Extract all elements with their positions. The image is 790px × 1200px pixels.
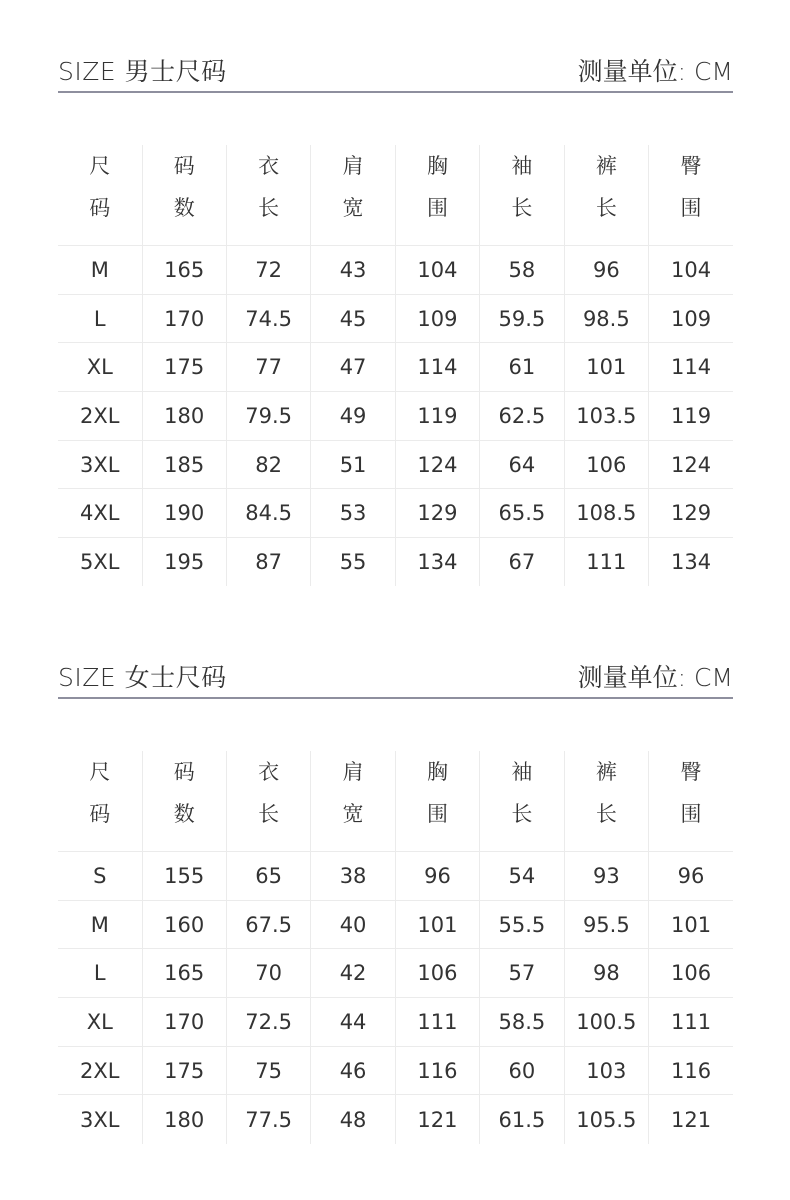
measurement-cell: 70	[226, 949, 310, 998]
measurement-cell: 74.5	[226, 294, 310, 343]
column-header	[142, 145, 226, 246]
column-header-char: 码	[173, 154, 195, 178]
measurement-cell: 160	[142, 900, 226, 949]
measurement-cell: 165	[142, 949, 226, 998]
measurement-cell: 104	[395, 246, 479, 295]
size-label-cell: S	[58, 852, 142, 901]
measurement-cell: 101	[564, 343, 648, 392]
measurement-cell: 96	[395, 852, 479, 901]
measurement-cell: 62.5	[480, 392, 564, 441]
size-label-cell: L	[58, 949, 142, 998]
column-header-char: 长	[258, 196, 280, 220]
measurement-cell: 195	[142, 538, 226, 587]
womens-measure-unit: 测量单位: CM	[577, 663, 733, 692]
measurement-cell: 67	[480, 538, 564, 587]
measurement-cell: 165	[142, 246, 226, 295]
measurement-cell: 129	[395, 489, 479, 538]
measurement-cell: 54	[480, 852, 564, 901]
measurement-cell: 82	[226, 440, 310, 489]
column-header-char: 臀	[680, 760, 702, 784]
measurement-cell: 175	[142, 1046, 226, 1095]
measurement-cell: 55.5	[480, 900, 564, 949]
column-header	[649, 145, 733, 246]
measurement-cell: 60	[480, 1046, 564, 1095]
womens-size-table	[58, 751, 733, 1144]
measurement-cell: 43	[311, 246, 395, 295]
size-label-cell: 5XL	[58, 538, 142, 587]
table-row	[58, 949, 733, 998]
column-header-char: 码	[89, 802, 111, 826]
column-header-char: 裤	[595, 154, 617, 178]
size-label-cell: M	[58, 246, 142, 295]
measurement-cell: 114	[395, 343, 479, 392]
measurement-cell: 129	[649, 489, 733, 538]
measurement-cell: 106	[395, 949, 479, 998]
column-header-char: 胸	[426, 760, 448, 784]
measurement-cell: 77.5	[226, 1095, 310, 1144]
mens-section-title: SIZE 男士尺码	[58, 57, 227, 86]
size-label-cell: 4XL	[58, 489, 142, 538]
measurement-cell: 79.5	[226, 392, 310, 441]
table-row	[58, 900, 733, 949]
column-header	[226, 145, 310, 246]
measurement-cell: 124	[649, 440, 733, 489]
measurement-cell: 108.5	[564, 489, 648, 538]
measurement-cell: 109	[395, 294, 479, 343]
column-header-char: 长	[595, 802, 617, 826]
mens-section-header	[58, 48, 733, 93]
measurement-cell: 93	[564, 852, 648, 901]
table-row	[58, 294, 733, 343]
column-header-char: 宽	[342, 196, 364, 220]
column-header-char: 围	[426, 802, 448, 826]
measurement-cell: 103	[564, 1046, 648, 1095]
measurement-cell: 121	[395, 1095, 479, 1144]
measurement-cell: 100.5	[564, 998, 648, 1047]
measurement-cell: 45	[311, 294, 395, 343]
column-header-char: 衣	[258, 154, 280, 178]
measurement-cell: 72	[226, 246, 310, 295]
column-header-char: 长	[511, 802, 533, 826]
measurement-cell: 49	[311, 392, 395, 441]
measurement-cell: 65	[226, 852, 310, 901]
table-row	[58, 440, 733, 489]
table-row	[58, 1046, 733, 1095]
measurement-cell: 55	[311, 538, 395, 587]
measurement-cell: 98	[564, 949, 648, 998]
size-label-cell: M	[58, 900, 142, 949]
measurement-cell: 109	[649, 294, 733, 343]
column-header	[649, 751, 733, 852]
measurement-cell: 51	[311, 440, 395, 489]
table-row	[58, 246, 733, 295]
table-row	[58, 343, 733, 392]
measurement-cell: 59.5	[480, 294, 564, 343]
measurement-cell: 47	[311, 343, 395, 392]
column-header	[395, 751, 479, 852]
column-header-char: 数	[173, 802, 195, 826]
measurement-cell: 134	[649, 538, 733, 587]
measurement-cell: 42	[311, 949, 395, 998]
table-row	[58, 489, 733, 538]
column-header-char: 衣	[258, 760, 280, 784]
column-header-char: 袖	[511, 154, 533, 178]
measurement-cell: 48	[311, 1095, 395, 1144]
column-header-char: 长	[595, 196, 617, 220]
measurement-cell: 84.5	[226, 489, 310, 538]
measurement-cell: 175	[142, 343, 226, 392]
measurement-cell: 72.5	[226, 998, 310, 1047]
measurement-cell: 116	[395, 1046, 479, 1095]
measurement-cell: 114	[649, 343, 733, 392]
column-header-char: 臀	[680, 154, 702, 178]
measurement-cell: 95.5	[564, 900, 648, 949]
size-label-cell: 3XL	[58, 1095, 142, 1144]
measurement-cell: 180	[142, 1095, 226, 1144]
measurement-cell: 40	[311, 900, 395, 949]
column-header-char: 长	[511, 196, 533, 220]
measurement-cell: 116	[649, 1046, 733, 1095]
column-header	[311, 145, 395, 246]
column-header-char: 尺	[89, 760, 111, 784]
measurement-cell: 38	[311, 852, 395, 901]
measurement-cell: 106	[649, 949, 733, 998]
measurement-cell: 104	[649, 246, 733, 295]
column-header-char: 宽	[342, 802, 364, 826]
measurement-cell: 134	[395, 538, 479, 587]
column-header	[395, 145, 479, 246]
size-label-cell: XL	[58, 343, 142, 392]
womens-size-section	[58, 654, 733, 1132]
column-header	[142, 751, 226, 852]
measurement-cell: 101	[649, 900, 733, 949]
column-header-char: 胸	[426, 154, 448, 178]
measurement-cell: 98.5	[564, 294, 648, 343]
size-label-cell: L	[58, 294, 142, 343]
measurement-cell: 58	[480, 246, 564, 295]
table-header-row	[58, 145, 733, 246]
column-header-char: 码	[89, 196, 111, 220]
measurement-cell: 61.5	[480, 1095, 564, 1144]
measurement-cell: 46	[311, 1046, 395, 1095]
column-header	[58, 751, 142, 852]
measurement-cell: 101	[395, 900, 479, 949]
measurement-cell: 119	[649, 392, 733, 441]
column-header	[564, 751, 648, 852]
size-label-cell: 3XL	[58, 440, 142, 489]
size-label-cell: XL	[58, 998, 142, 1047]
column-header	[480, 751, 564, 852]
column-header-char: 围	[680, 802, 702, 826]
measurement-cell: 87	[226, 538, 310, 587]
measurement-cell: 67.5	[226, 900, 310, 949]
measurement-cell: 64	[480, 440, 564, 489]
table-row	[58, 852, 733, 901]
column-header-char: 围	[680, 196, 702, 220]
size-label-cell: 2XL	[58, 1046, 142, 1095]
measurement-cell: 111	[395, 998, 479, 1047]
measurement-cell: 53	[311, 489, 395, 538]
womens-section-header	[58, 654, 733, 699]
column-header-char: 肩	[342, 760, 364, 784]
mens-size-section	[58, 48, 733, 575]
measurement-cell: 170	[142, 998, 226, 1047]
measurement-cell: 57	[480, 949, 564, 998]
measurement-cell: 75	[226, 1046, 310, 1095]
table-row	[58, 1095, 733, 1144]
table-header-row	[58, 751, 733, 852]
column-header-char: 袖	[511, 760, 533, 784]
measurement-cell: 124	[395, 440, 479, 489]
measurement-cell: 61	[480, 343, 564, 392]
measurement-cell: 170	[142, 294, 226, 343]
mens-measure-unit: 测量单位: CM	[577, 57, 733, 86]
measurement-cell: 155	[142, 852, 226, 901]
table-row	[58, 538, 733, 587]
column-header	[564, 145, 648, 246]
size-label-cell: 2XL	[58, 392, 142, 441]
column-header-char: 长	[258, 802, 280, 826]
measurement-cell: 105.5	[564, 1095, 648, 1144]
measurement-cell: 65.5	[480, 489, 564, 538]
column-header-char: 码	[173, 760, 195, 784]
column-header	[58, 145, 142, 246]
measurement-cell: 111	[564, 538, 648, 587]
column-header-char: 数	[173, 196, 195, 220]
column-header-char: 围	[426, 196, 448, 220]
measurement-cell: 103.5	[564, 392, 648, 441]
column-header-char: 裤	[595, 760, 617, 784]
measurement-cell: 96	[649, 852, 733, 901]
measurement-cell: 190	[142, 489, 226, 538]
measurement-cell: 106	[564, 440, 648, 489]
measurement-cell: 185	[142, 440, 226, 489]
womens-section-title: SIZE 女士尺码	[58, 663, 227, 692]
measurement-cell: 180	[142, 392, 226, 441]
measurement-cell: 77	[226, 343, 310, 392]
column-header-char: 尺	[89, 154, 111, 178]
mens-size-table	[58, 145, 733, 586]
measurement-cell: 44	[311, 998, 395, 1047]
measurement-cell: 121	[649, 1095, 733, 1144]
measurement-cell: 58.5	[480, 998, 564, 1047]
table-row	[58, 998, 733, 1047]
table-row	[58, 392, 733, 441]
measurement-cell: 96	[564, 246, 648, 295]
column-header	[480, 145, 564, 246]
column-header-char: 肩	[342, 154, 364, 178]
column-header	[226, 751, 310, 852]
column-header	[311, 751, 395, 852]
measurement-cell: 111	[649, 998, 733, 1047]
measurement-cell: 119	[395, 392, 479, 441]
